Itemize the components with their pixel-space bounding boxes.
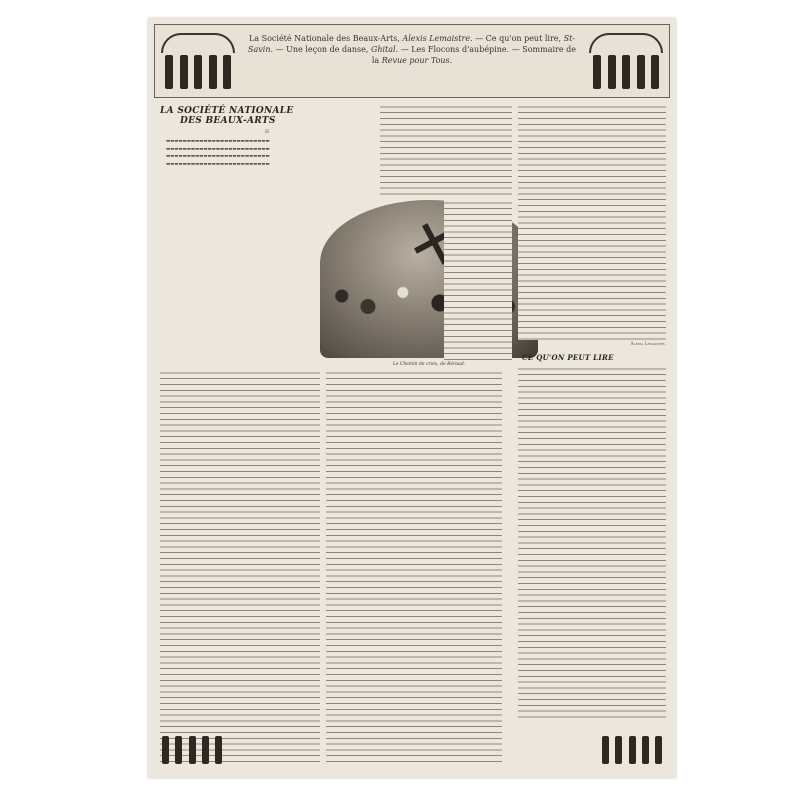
summary-author-3: Ghital. — [370, 45, 399, 54]
article-1-body-photo-side — [444, 200, 512, 360]
article-1-signature: Alexis Lemaistre. — [630, 342, 666, 347]
header-band — [154, 24, 670, 98]
article-2-title: CE QU'ON PEUT LIRE — [522, 352, 614, 362]
summary-part-2: — Ce qu'on peut lire, — [475, 34, 562, 43]
left-column — [160, 104, 374, 170]
summary-part-3: — Une leçon de danse, — [275, 45, 369, 54]
article-1-body-middle-bottom — [326, 370, 502, 762]
right-footer-ornament — [602, 736, 662, 764]
text-lines-left — [160, 370, 320, 762]
left-footer-ornament — [162, 736, 222, 764]
summary-author-1: Alexis Lemaistre. — [402, 34, 473, 43]
right-header-ornament — [589, 33, 663, 89]
text-lines-middle-top — [380, 104, 512, 196]
article-1-body-middle-top — [380, 104, 512, 196]
article-1-body-left-top: ▬▬▬▬▬▬▬▬▬▬▬▬▬▬▬▬▬▬▬▬▬▬▬▬▬ ▬▬▬▬▬▬▬▬▬▬▬▬▬▬▬▬▬▬▬▬▬▬▬▬▬ ▬▬▬▬▬▬▬▬▬▬▬▬▬▬▬▬▬▬▬▬▬▬▬▬▬ ▬▬▬▬▬▬▬▬▬▬▬▬▬▬▬▬▬▬▬▬▬▬▬▬▬ — [166, 138, 270, 168]
newspaper-page — [148, 18, 676, 778]
article-1-title-line-1: LA SOCIÉTÉ NATIONALE — [160, 106, 294, 116]
text-lines-right-top — [518, 104, 666, 340]
article-1-title — [160, 106, 374, 126]
photo-caption: Le Chemin de croix, de Béraud. — [392, 362, 466, 367]
right-column — [518, 104, 666, 722]
summary-end: Revue pour Tous. — [381, 56, 453, 65]
article-1-body-left-bottom — [160, 370, 320, 762]
text-lines-middle — [326, 370, 502, 762]
left-header-ornament — [161, 33, 235, 89]
summary-author-2: St-Savin. — [248, 34, 576, 54]
summary-lead: La Société Nationale des Beaux-Arts, — [248, 34, 400, 43]
article-1-part-number: II — [265, 129, 269, 135]
issue-summary — [245, 33, 579, 66]
text-lines-photo-side — [444, 200, 512, 360]
summary-part-4: — Les Flocons d'aubépine. — Sommaire de la — [371, 45, 576, 65]
article-1-title-line-2: DES BEAUX-ARTS — [180, 116, 276, 126]
text-lines-right-bottom — [518, 366, 666, 722]
